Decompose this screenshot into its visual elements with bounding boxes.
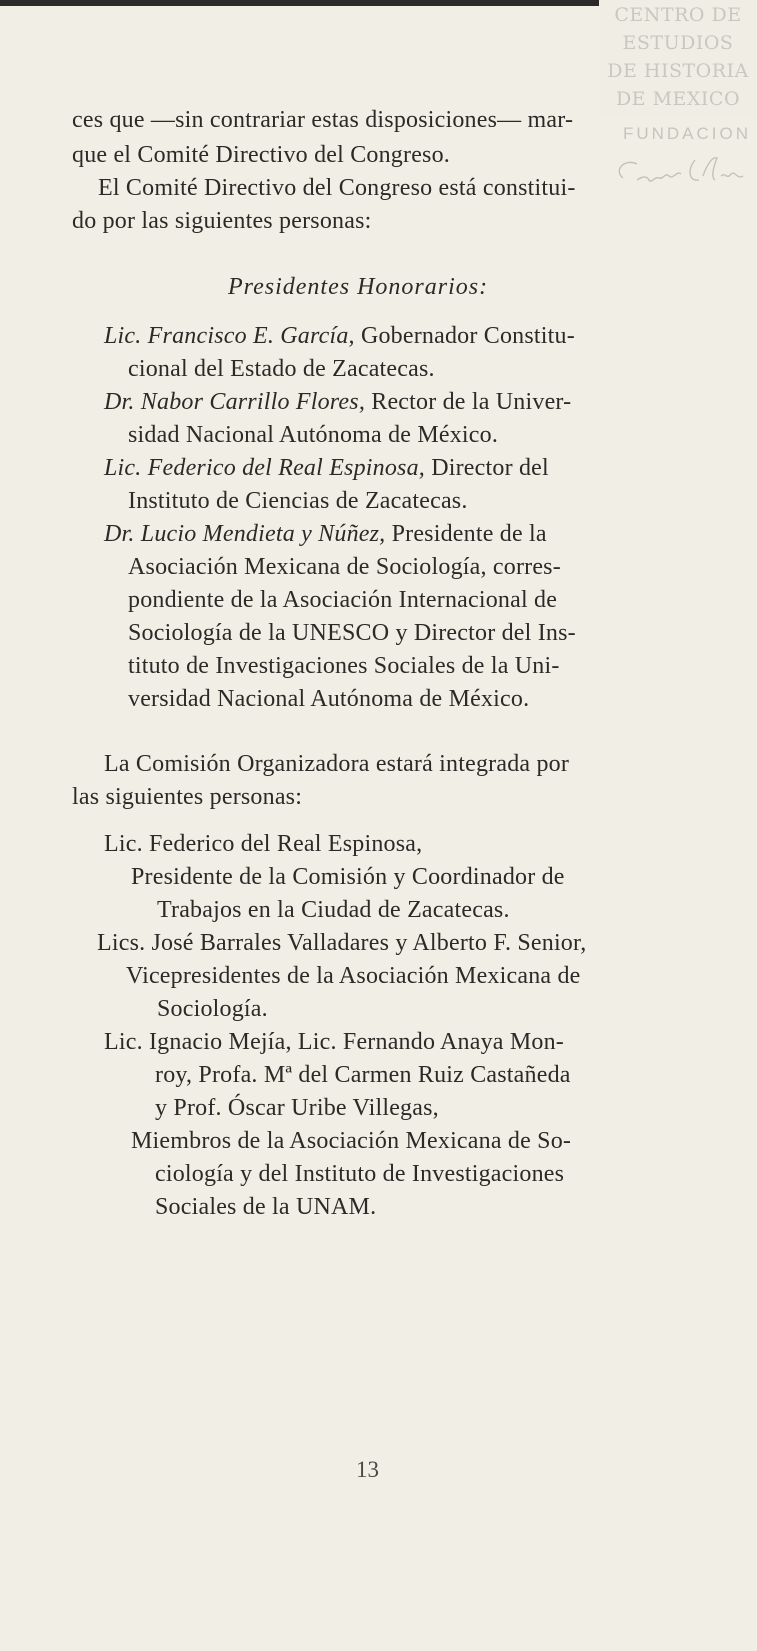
person-role: versidad Nacional Autónoma de México. [128,686,530,712]
member-role: Presidente de la Comisión y Coordinador de [131,864,565,890]
body-text-line: do por las siguientes personas: [72,208,372,234]
person-name: Dr. Lucio Mendieta y Núñez, [104,521,386,547]
signature-watermark-icon [603,150,753,196]
member-name: roy, Profa. Mª del Carmen Ruiz Castañeda [155,1062,571,1088]
person-role: Gobernador Constitu- [360,323,575,349]
person-role: cional del Estado de Zacatecas. [128,356,435,382]
member-role: Sociales de la UNAM. [155,1194,377,1220]
person-role: pondiente de la Asociación Internacional de [128,587,558,613]
member-role: Trabajos en la Ciudad de Zacatecas. [157,897,510,923]
person-role: Director del [431,455,549,481]
watermark-line: CENTRO DE [614,4,742,26]
watermark-line: DE MEXICO [615,88,741,110]
person-name: Dr. Nabor Carrillo Flores, [104,389,366,415]
watermark-fundacion: FUNDACION [622,124,751,143]
person-name: Lic. Francisco E. García, [104,323,355,349]
member-name: Lic. Ignacio Mejía, Lic. Fernando Anaya Mon- [104,1029,564,1055]
person-role: sidad Nacional Autónoma de México. [128,422,499,448]
person-role: Sociología de la UNESCO y Director del Ins- [128,620,576,646]
watermark-line: ESTUDIOS [622,32,734,54]
member-name: y Prof. Óscar Uribe Villegas, [155,1095,439,1121]
person-role: Asociación Mexicana de Sociología, corres- [128,554,561,580]
person-role: tituto de Investigaciones Sociales de la Uni- [128,653,560,679]
member-name: Lics. José Barrales Valladares y Alberto F. Senior, [97,930,587,956]
member-role: Miembros de la Asociación Mexicana de So- [131,1128,572,1154]
member-role: Sociología. [157,996,268,1022]
archive-watermark [599,0,757,118]
body-text-line: ces que —sin contrariar estas disposiciones— mar- [72,107,574,133]
person-name: Lic. Federico del Real Espinosa, [104,455,426,481]
person-role: Presidente de la [391,521,547,547]
member-name: Lic. Federico del Real Espinosa, [104,831,423,857]
member-role: Vicepresidentes de la Asociación Mexicana de [126,963,581,989]
person-role: Rector de la Univer- [371,389,572,415]
body-text-line: las siguientes personas: [72,784,303,810]
member-role: ciología y del Instituto de Investigaciones [155,1161,565,1187]
person-role: Instituto de Ciencias de Zacatecas. [128,488,468,514]
section-heading: Presidentes Honorarios: [228,274,489,300]
body-text-line: El Comité Directivo del Congreso está constitui- [98,175,576,201]
watermark-line: DE HISTORIA [607,60,749,82]
body-text-line: que el Comité Directivo del Congreso. [72,142,450,168]
page-number: 13 [356,1457,379,1482]
body-text-line: La Comisión Organizadora estará integrada por [104,751,570,777]
